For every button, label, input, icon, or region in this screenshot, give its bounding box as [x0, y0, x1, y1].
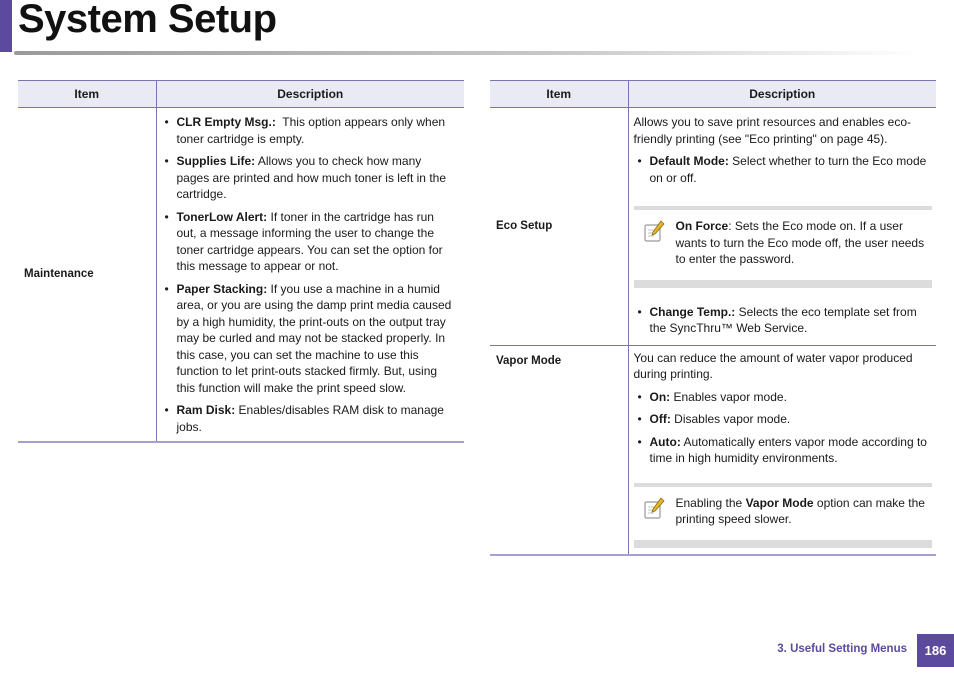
column-header-item: Item: [18, 81, 156, 108]
list-item: [161, 209, 457, 275]
option-text: Disables vapor mode.: [670, 412, 791, 426]
page-title: System Setup: [18, 0, 277, 41]
option-text: Select whether to turn the Eco mode on or off.: [649, 154, 927, 185]
item-maintenance: Maintenance: [18, 108, 156, 443]
option-term: CLR Empty Msg.:: [176, 115, 276, 129]
list-item: [634, 434, 933, 467]
option-term: Paper Stacking:: [176, 281, 268, 296]
eco-setup-intro: Allows you to save print resources and enables eco-friendly printing (see "Eco printing" on page 45).: [633, 115, 911, 146]
list-item: [161, 402, 457, 435]
item-eco-setup: Eco Setup: [490, 108, 628, 346]
option-term: Supplies Life:: [176, 154, 256, 168]
title-accent-bar: [0, 0, 12, 52]
description-cell: [628, 345, 936, 555]
list-item: [634, 389, 933, 406]
chapter-label: 3. Useful Setting Menus: [777, 643, 907, 655]
option-text: Automatically enters vapor mode according to time in high humidity environments.: [649, 434, 927, 465]
description-cell: [628, 108, 936, 346]
page-number: 186: [917, 634, 954, 667]
option-term: Auto:: [649, 434, 681, 449]
column-header-description: Description: [628, 81, 936, 108]
option-term: Change Temp.:: [649, 304, 736, 319]
option-term: Ram Disk:: [176, 403, 236, 417]
note-term: Vapor Mode: [745, 495, 814, 510]
option-term: On:: [649, 389, 671, 404]
list-item: [634, 411, 933, 428]
option-text: Allows you to check how many pages are printed and how much toner is left in the cartridge.: [176, 154, 446, 201]
table-row: [18, 108, 464, 443]
column-header-description: Description: [156, 81, 464, 108]
option-term: Default Mode:: [649, 154, 729, 168]
option-text: Enables/disables RAM disk to manage jobs.: [176, 403, 444, 434]
table-row: [490, 108, 936, 346]
note-pencil-icon: [642, 497, 666, 521]
title-divider: [14, 51, 919, 55]
table-header-row: [18, 81, 464, 108]
vapor-option-list: [634, 389, 933, 467]
option-text: If toner in the cartridge has run out, a message informing the user to change the toner cartridge appears. You can set the option for this message to appear or not.: [176, 209, 443, 273]
note-text: : Sets the Eco mode on. If a user wants to turn the Eco mode off, the user needs to enter the password.: [675, 219, 925, 266]
vapor-mode-intro: You can reduce the amount of water vapor produced during printing.: [633, 350, 913, 381]
option-text: Selects the eco template set from the SyncThru™ Web Service.: [649, 304, 917, 335]
eco-option-list: [634, 153, 933, 186]
note-box: [634, 206, 933, 288]
option-term: TonerLow Alert:: [176, 209, 268, 224]
list-item: [161, 153, 457, 203]
note-text-post: option can make the printing speed slower.: [675, 495, 929, 526]
maintenance-option-list: [161, 114, 457, 435]
eco-option-list-2: [634, 304, 933, 337]
note-box: [634, 483, 933, 548]
table-row: [490, 345, 936, 555]
option-text: Enables vapor mode.: [670, 389, 787, 404]
description-cell: [156, 108, 464, 443]
table-header-row: [490, 81, 936, 108]
list-item: [161, 114, 457, 147]
column-header-item: Item: [490, 81, 628, 108]
list-item: [634, 304, 933, 337]
note-text-pre: Enabling the: [675, 495, 746, 510]
option-text: This option appears only when toner cartridge is empty.: [176, 115, 449, 146]
maintenance-table: [18, 80, 464, 443]
note-term: On Force: [675, 219, 729, 233]
eco-vapor-table: [490, 80, 936, 556]
list-item: [634, 153, 933, 186]
list-item: [161, 281, 457, 397]
item-vapor-mode: Vapor Mode: [490, 345, 628, 555]
option-term: Off:: [649, 412, 671, 426]
option-text: If you use a machine in a humid area, or you are using the damp print media caused by a high humidity, the print-outs on the output tray may be curled and may not be stacked properly. In this case, you can set the machine to use this function to let print-outs stacked firmly. But, using this function will make the print speed slow.: [176, 281, 452, 395]
note-pencil-icon: [642, 220, 666, 244]
